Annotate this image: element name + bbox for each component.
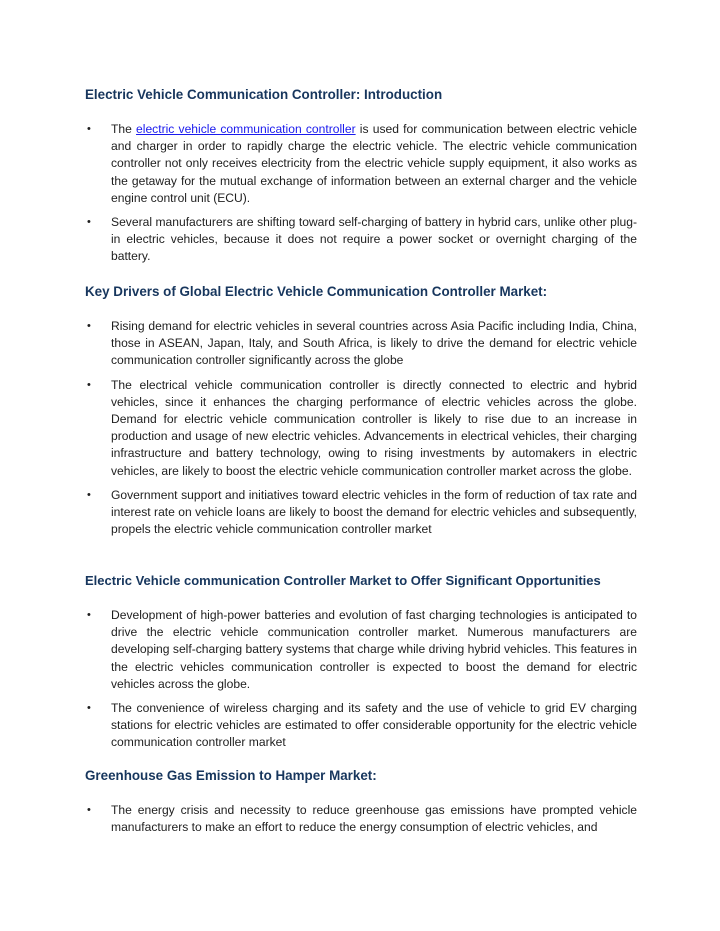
section-key-drivers [85,283,637,545]
section-heading: Electric Vehicle Communication Controller: Introduction [85,87,443,102]
bullet-icon: • [87,320,91,332]
list-item: • Rising demand for electric vehicles in several countries across Asia Pacific including India, China, those in ASEAN, Japan, Italy, and South Africa, is likely to drive the demand for electric vehicle communication controller significantly across the globe [87,319,637,368]
bullet-icon: • [87,378,91,391]
bullet-list [85,607,637,752]
bullet-icon: • [87,216,91,229]
list-item: • The electrical vehicle communication controller is directly connected to electric and hybrid vehicles, since it enhances the charging performance of electric vehicles across the globe. Demand for electric vehicle communication controller is likely to rise due to an increase in production and usage of new electric vehicles. Advancements in electrical vehicles, their charging infrastructure and battery technology, owing to rising investments by automakers in electric vehicles, are likely to boost the electric vehicle communication controller market across the globe. [87,377,637,478]
controller-link[interactable]: electric vehicle communication controller [136,122,356,136]
list-item: • Government support and initiatives toward electric vehicles in the form of reduction of tax rate and interest rate on vehicle loans are likely to boost the demand for electric vehicles and subsequently, propels the electric vehicle communication controller market [87,487,637,537]
bullet-list [85,121,637,266]
bullet-icon: • [87,488,91,501]
list-item: • Development of high-power batteries and evolution of fast charging technologies is anticipated to drive the electric vehicle communication controller market. Numerous manufacturers are developing self-charging battery systems that charge while driving hybrid vehicles. This features in the electric vehicles communication controller is expected to boost the demand for electric vehicles across the globe. [87,608,637,691]
section-heading: Key Drivers of Global Electric Vehicle Communication Controller Market: [85,284,548,299]
bullet-icon: • [87,123,91,135]
bullet-list [85,802,637,836]
list-item: • The energy crisis and necessity to reduce greenhouse gas emissions have prompted vehicle manufacturers to make an effort to reduce the energy consumption of electric vehicles, and [87,803,637,835]
bullet-icon: • [87,702,91,715]
list-item: • The electric vehicle communication controller is used for communication between electric vehicle and charger in order to rapidly charge the electric vehicle. The electric vehicle communication controller not only receives electricity from the electric vehicle supply equipment, it also works as the getaway for the mutual exchange of information between an external charger and the vehicle engine control unit (ECU). [87,122,638,205]
section-heading: Electric Vehicle communication Controller Market to Offer Significant Opportunities [85,573,601,588]
bullet-icon: • [87,609,91,621]
bullet-icon: • [87,804,91,816]
list-item: • Several manufacturers are shifting toward self-charging of battery in hybrid cars, unlike other plug-in electric vehicles, because it does not require a power socket or overnight charging of the battery. [87,215,637,264]
section-greenhouse [85,767,637,843]
bullet-list [85,318,637,538]
section-opportunities [85,572,637,759]
section-introduction [85,86,637,273]
section-heading: Greenhouse Gas Emission to Hamper Market: [85,768,377,783]
list-item: • The convenience of wireless charging and its safety and the use of vehicle to grid EV charging stations for electric vehicles are estimated to offer considerable opportunity for the electric vehicle communication controller market [87,701,637,750]
